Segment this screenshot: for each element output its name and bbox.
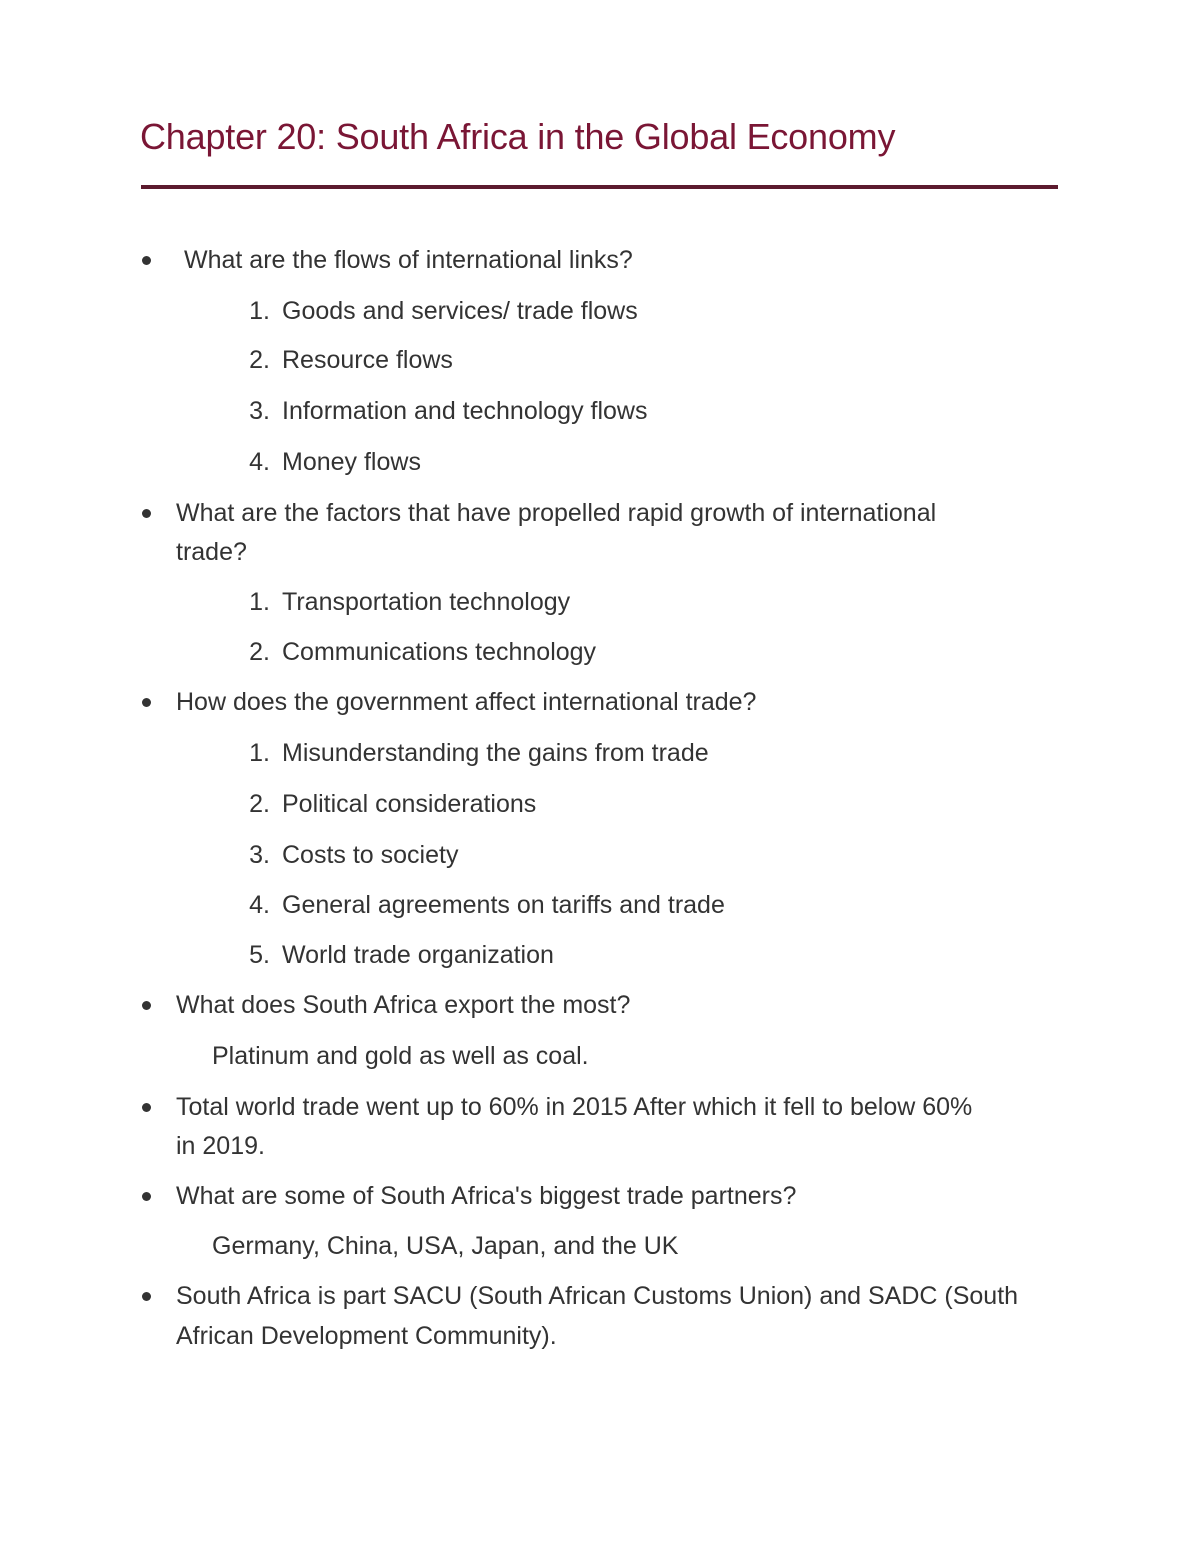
list-item: Costs to society	[282, 841, 459, 869]
list-item: World trade organization	[282, 941, 554, 969]
bullet-icon	[142, 1001, 151, 1010]
list-number: 3.	[249, 397, 270, 425]
answer-exports: Platinum and gold as well as coal.	[212, 1042, 589, 1070]
bullet-icon	[142, 698, 151, 707]
question-government: How does the government affect international trade?	[176, 688, 757, 716]
answer-partners: Germany, China, USA, Japan, and the UK	[212, 1232, 679, 1260]
list-number: 4.	[249, 448, 270, 476]
title-underline	[141, 185, 1058, 189]
list-item: General agreements on tariffs and trade	[282, 891, 725, 919]
statement-world-trade-cont: in 2019.	[176, 1132, 265, 1160]
list-number: 2.	[249, 790, 270, 818]
list-item: Political considerations	[282, 790, 537, 818]
question-factors: What are the factors that have propelled rapid growth of international	[176, 499, 937, 527]
page-title: Chapter 20: South Africa in the Global Economy	[140, 116, 896, 157]
bullet-icon	[142, 256, 151, 265]
list-number: 4.	[249, 891, 270, 919]
list-item: Resource flows	[282, 346, 453, 374]
list-item: Goods and services/ trade flows	[282, 297, 638, 325]
list-number: 1.	[249, 297, 270, 325]
list-number: 1.	[249, 739, 270, 767]
list-item: Communications technology	[282, 638, 597, 666]
question-factors-cont: trade?	[176, 538, 247, 566]
list-item: Transportation technology	[282, 588, 571, 616]
statement-world-trade: Total world trade went up to 60% in 2015 After which it fell to below 60%	[176, 1093, 973, 1121]
list-number: 1.	[249, 588, 270, 616]
list-item: Misunderstanding the gains from trade	[282, 739, 709, 767]
bullet-icon	[142, 509, 151, 518]
list-item: Money flows	[282, 448, 421, 476]
list-number: 2.	[249, 638, 270, 666]
list-number: 3.	[249, 841, 270, 869]
list-number: 5.	[249, 941, 270, 969]
statement-sacu-sadc-cont: African Development Community).	[176, 1322, 557, 1350]
list-item: Information and technology flows	[282, 397, 648, 425]
question-exports: What does South Africa export the most?	[176, 991, 631, 1019]
bullet-icon	[142, 1292, 151, 1301]
bullet-icon	[142, 1103, 151, 1112]
statement-sacu-sadc: South Africa is part SACU (South African Customs Union) and SADC (South	[176, 1282, 1019, 1310]
question-partners: What are some of South Africa's biggest trade partners?	[176, 1182, 797, 1210]
question-flows: What are the flows of international links?	[184, 246, 633, 274]
bullet-icon	[142, 1192, 151, 1201]
list-number: 2.	[249, 346, 270, 374]
